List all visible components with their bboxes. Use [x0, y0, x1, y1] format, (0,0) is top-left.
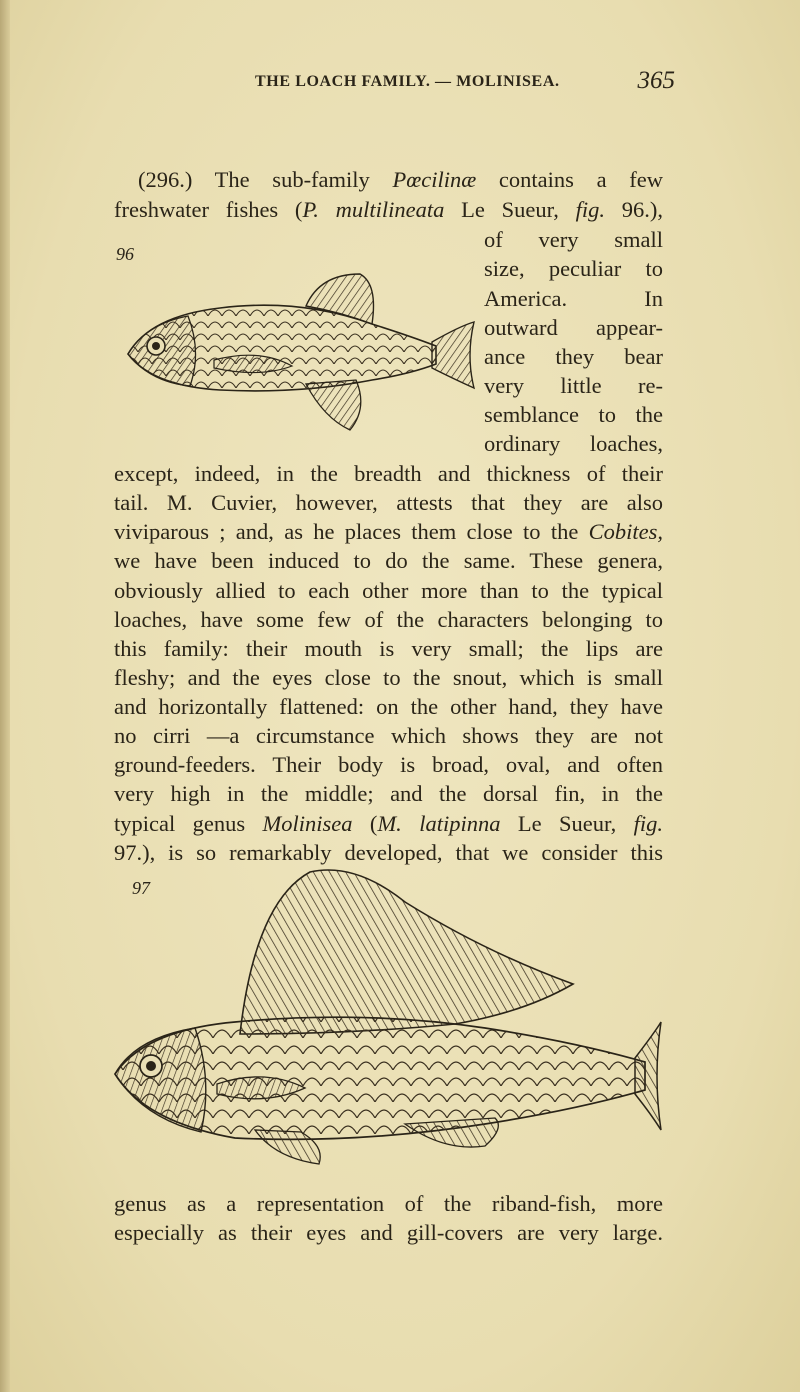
text-line-26: especially as their eyes and gill-covers are very large. — [114, 1220, 663, 1245]
text-line-12: tail. M. Cuvier, however, attests that they are also — [114, 490, 663, 515]
text-line-24: 97.), is so remarkably developed, that we consider this — [114, 840, 663, 865]
text-line-14: we have been induced to do the same. These genera, — [114, 548, 663, 573]
text-line-25: genus as a representation of the riband-fish, more — [114, 1191, 663, 1216]
figure-96-label: 96 — [116, 244, 134, 264]
text-line-5: America. In — [484, 286, 663, 311]
text-line-20: no cirri —a circumstance which shows they are not — [114, 723, 663, 748]
text-line-18: fleshy; and the eyes close to the snout, which is small — [114, 665, 663, 690]
text-line-15: obviously allied to each other more than to the typical — [114, 578, 663, 603]
text-line-16: loaches, have some few of the characters belonging to — [114, 607, 663, 632]
text-line-1: (296.) The sub-family Pœcilinæ contains a few — [138, 167, 663, 192]
text-line-21: ground-feeders. Their body is broad, oval, and often — [114, 752, 663, 777]
text-line-19: and horizontally flattened: on the other hand, they have — [114, 694, 663, 719]
text-line-7: ance they bear — [484, 344, 663, 369]
text-line-3: of very small — [484, 227, 663, 252]
text-line-17: this family: their mouth is very small; the lips are — [114, 636, 663, 661]
figure-97-fish-illustration — [105, 862, 665, 1172]
text-line-10: ordinary loaches, — [484, 431, 663, 456]
text-line-4: size, peculiar to — [484, 256, 663, 281]
running-head: THE LOACH FAMILY. — MOLINISEA. — [255, 73, 560, 90]
text-line-11: except, indeed, in the breadth and thickness of their — [114, 461, 663, 486]
page-edge — [0, 0, 10, 1392]
page-number: 365 — [637, 67, 675, 94]
text-line-8: very little re- — [484, 373, 663, 398]
page-header — [255, 67, 675, 97]
text-line-9: semblance to the — [484, 402, 663, 427]
text-line-2: freshwater fishes (P. multilineata Le Sueur, fig. 96.), — [114, 197, 663, 222]
text-line-23: typical genus Molinisea (M. latipinna Le Sueur, fig. — [114, 811, 664, 836]
text-line-13: viviparous ; and, as he places them close to the Cobites, — [114, 519, 663, 544]
text-line-22: very high in the middle; and the dorsal fin, in the — [114, 781, 663, 806]
text-line-6: outward appear- — [484, 315, 663, 340]
figure-96-fish-illustration — [110, 268, 480, 443]
figure-97-label: 97 — [132, 878, 150, 898]
